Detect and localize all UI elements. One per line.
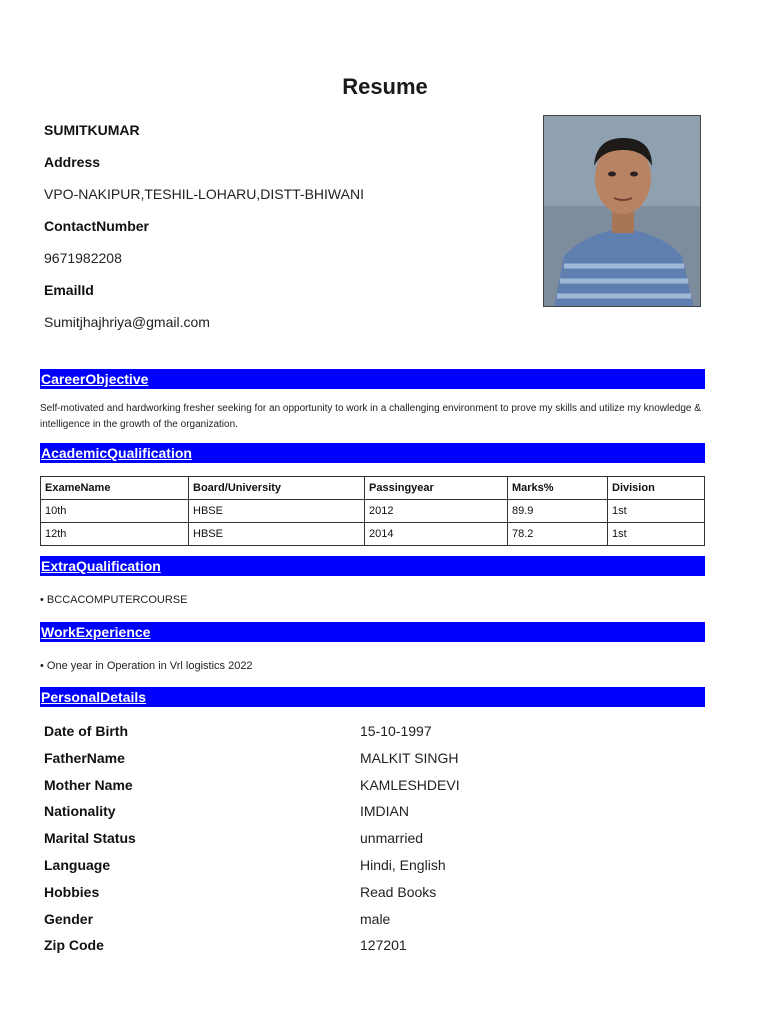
- table-cell: 78.2: [508, 523, 608, 546]
- detail-row: [44, 884, 704, 911]
- table-cell: 1st: [608, 500, 705, 523]
- page-title: Resume: [342, 74, 428, 99]
- address-value: VPO-NAKIPUR,TESHIL-LOHARU,DISTT-BHIWANI: [44, 186, 364, 202]
- detail-key: Nationality: [44, 803, 116, 820]
- detail-key: Zip Code: [44, 937, 104, 954]
- detail-value: Read Books: [360, 883, 437, 900]
- detail-key: FatherName: [44, 749, 125, 766]
- detail-key: Gender: [44, 910, 94, 927]
- email-label: EmailId: [44, 282, 94, 298]
- detail-row: [44, 777, 704, 804]
- detail-value: 15-10-1997: [360, 723, 432, 739]
- table-cell: HBSE: [189, 500, 365, 523]
- detail-value: Hindi, English: [360, 856, 446, 873]
- col-header: Marks%: [508, 477, 608, 500]
- section-personal-details: PersonalDetails: [40, 687, 705, 707]
- address-label: Address: [44, 154, 101, 170]
- detail-key: Marital Status: [44, 830, 136, 847]
- contact-label: ContactNumber: [44, 218, 150, 234]
- detail-key: Date of Birth: [44, 723, 128, 739]
- email-value: Sumitjhajhriya@gmail.com: [44, 314, 210, 330]
- detail-value: 127201: [360, 937, 407, 954]
- col-header: Board/University: [189, 477, 365, 500]
- table-row: [41, 500, 705, 523]
- profile-photo: [543, 115, 701, 307]
- table-cell: 2012: [365, 500, 508, 523]
- detail-row: [44, 830, 704, 857]
- detail-value: KAMLESHDEVI: [360, 776, 460, 793]
- table-cell: 10th: [41, 500, 189, 523]
- career-objective-text: Self-motivated and hardworking fresher seeking for an opportunity to work in a challenging environment to prove my skills and utilize my knowledge & intelligence in the growth of the organization.: [40, 403, 701, 430]
- personal-details: [44, 723, 704, 964]
- detail-row: [44, 911, 704, 938]
- detail-value: unmarried: [360, 830, 424, 847]
- table-cell: 89.9: [508, 500, 608, 523]
- person-photo-icon: [544, 116, 701, 307]
- detail-key: Mother Name: [44, 776, 133, 793]
- detail-row: [44, 937, 704, 964]
- detail-row: [44, 803, 704, 830]
- table-header-row: [41, 477, 705, 500]
- academic-table: [40, 476, 705, 546]
- col-header: Passingyear: [365, 477, 508, 500]
- detail-value: MALKIT SINGH: [360, 749, 459, 766]
- detail-value: IMDIAN: [360, 803, 409, 820]
- table-cell: 2014: [365, 523, 508, 546]
- col-header: ExameName: [41, 477, 189, 500]
- col-header: Division: [608, 477, 705, 500]
- table-cell: 1st: [608, 523, 705, 546]
- detail-key: Language: [44, 856, 111, 873]
- contact-block: [44, 120, 524, 344]
- section-extra-qualification: ExtraQualification: [40, 556, 705, 576]
- detail-row: [44, 723, 704, 750]
- list-item: • One year in Operation in Vrl logistics 2022: [40, 660, 253, 672]
- table-cell: 12th: [41, 523, 189, 546]
- detail-key: Hobbies: [44, 883, 100, 900]
- section-academic-qualification: AcademicQualification: [40, 443, 705, 463]
- contact-value: 9671982208: [44, 250, 122, 266]
- detail-row: [44, 857, 704, 884]
- list-item: • BCCACOMPUTERCOURSE: [40, 594, 188, 606]
- table-row: [41, 523, 705, 546]
- detail-value: male: [360, 910, 391, 927]
- table-cell: HBSE: [189, 523, 365, 546]
- candidate-name: SUMITKUMAR: [44, 122, 140, 138]
- detail-row: [44, 750, 704, 777]
- section-career-objective: CareerObjective: [40, 369, 705, 389]
- section-work-experience: WorkExperience: [40, 622, 705, 642]
